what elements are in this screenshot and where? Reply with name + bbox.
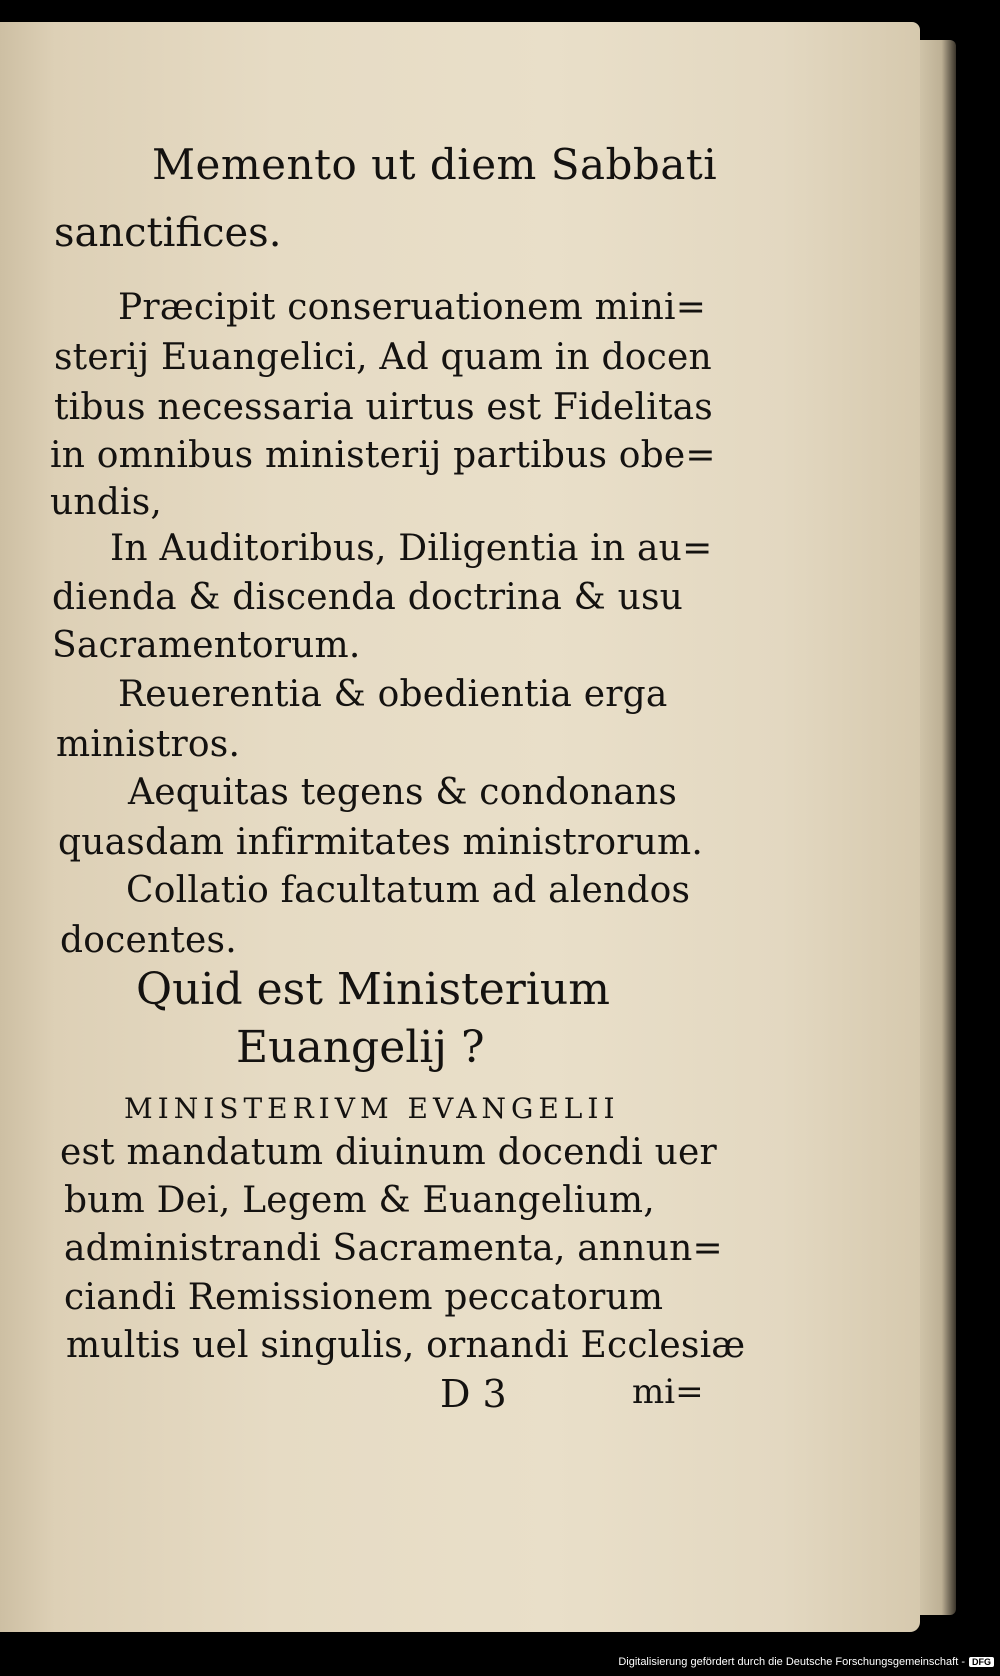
body-line: est mandatum diuinum docendi uer (60, 1132, 717, 1173)
title-line-1: Memento ut diem Sabbati (152, 140, 718, 189)
body-line: Reuerentia & obedientia erga (118, 674, 668, 715)
body-line: multis uel singulis, ornandi Ecclesiæ (66, 1325, 746, 1366)
signature-mark: D 3 (440, 1372, 507, 1416)
digitization-credit (618, 1656, 994, 1668)
credit-text: Digitalisierung gefördert durch die Deutsche Forschungsgemeinschaft - (618, 1656, 965, 1668)
body-line: tibus necessaria uirtus est Fidelitas (54, 387, 713, 428)
body-line: ministros. (56, 724, 241, 765)
page-edge (920, 40, 956, 1615)
body-line: Sacramentorum. (52, 625, 361, 666)
smallcaps-lead: MINISTERIVM EVANGELII (124, 1092, 620, 1125)
body-line: administrandi Sacramenta, annun= (64, 1228, 723, 1269)
body-line: Aequitas tegens & condonans (128, 772, 678, 813)
body-line: quasdam infirmitates ministrorum. (58, 822, 704, 863)
body-line: bum Dei, Legem & Euangelium, (64, 1180, 655, 1221)
catchword: mi= (632, 1372, 704, 1412)
section-heading-line-2: Euangelij ? (236, 1022, 485, 1073)
body-line: in omnibus ministerij partibus obe= (50, 435, 716, 476)
body-line: undis, (50, 482, 163, 523)
body-line: sterij Euangelici, Ad quam in docen (54, 337, 712, 378)
body-line: docentes. (60, 920, 237, 961)
body-line: Præcipit conseruationem mini= (118, 287, 707, 328)
section-heading-line-1: Quid est Ministerium (136, 964, 610, 1015)
body-line: ciandi Remissionem peccatorum (64, 1277, 664, 1318)
body-line: dienda & discenda doctrina & usu (52, 577, 684, 618)
dfg-logo: DFG (969, 1657, 994, 1667)
book-page (0, 22, 920, 1632)
body-line: Collatio facultatum ad alendos (126, 870, 691, 911)
body-line: In Auditoribus, Diligentia in au= (110, 528, 713, 569)
title-line-2: sanctifices. (54, 210, 282, 256)
